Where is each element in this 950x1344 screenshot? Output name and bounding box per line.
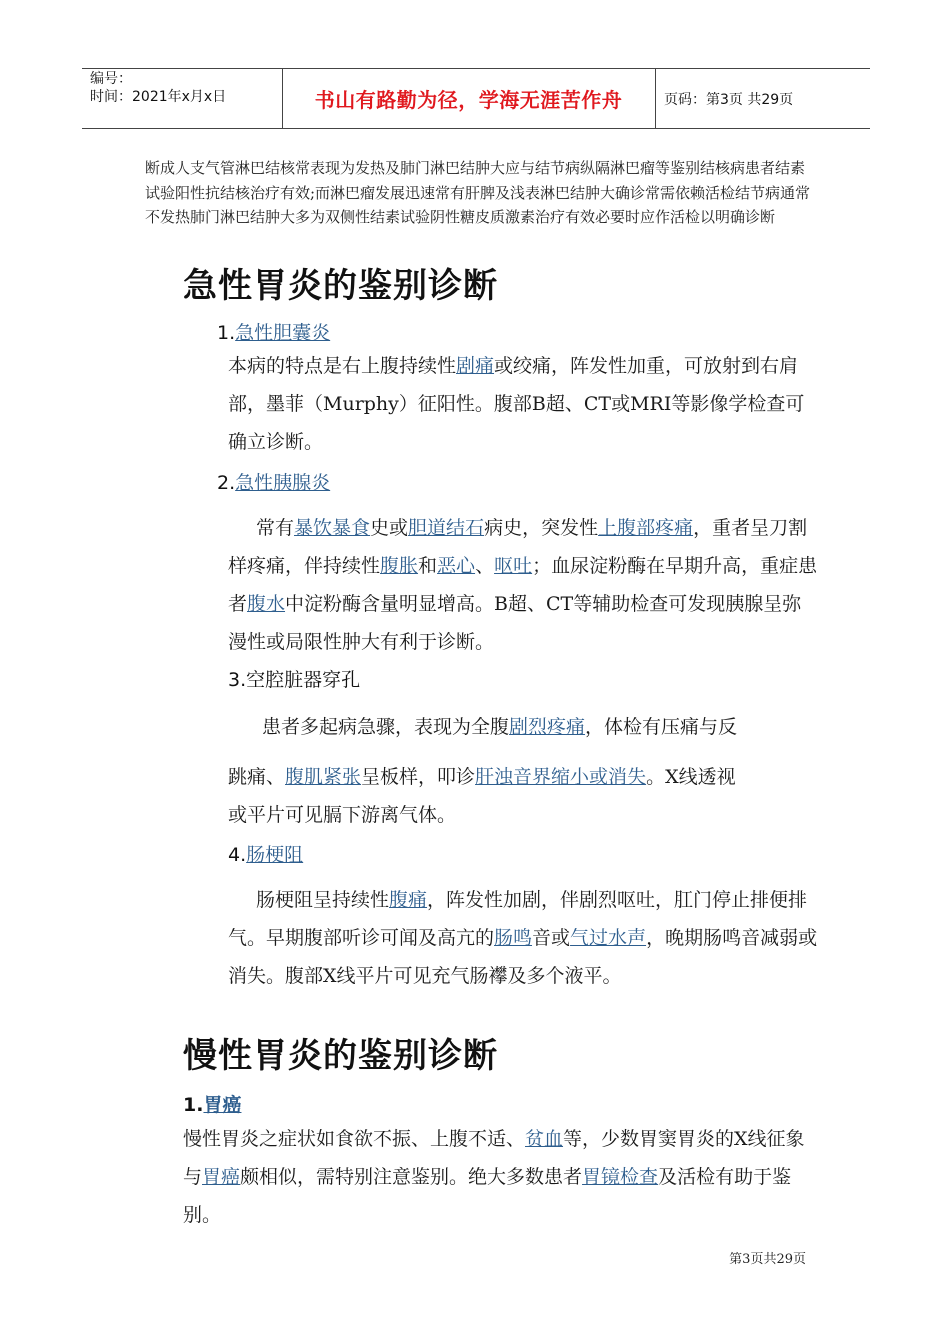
section-title-acute: 急性胃炎的鉴别诊断 xyxy=(183,266,498,306)
intro-paragraph: 断成人支气管淋巴结核常表现为发热及肺门淋巴结肿大应与结节病纵隔淋巴瘤等鉴别结核病患者结素试验阳性抗结核治疗有效;而淋巴瘤发展迅速常有肝脾及浅表淋巴结肿大确诊常需依赖活检结节病通常不发热肺门淋巴结肿大多为双侧性结素试验阴性糖皮质激素治疗有效必要时应作活检以明确诊断 xyxy=(145,159,811,226)
subsection-number: 2. xyxy=(217,472,236,494)
section-title-chronic: 慢性胃炎的鉴别诊断 xyxy=(183,1036,498,1076)
header-number: 编号： xyxy=(90,71,132,87)
subsection-heading-1 xyxy=(217,318,330,345)
link-nausea[interactable]: 恶心 xyxy=(437,555,476,577)
link-severe-pain-diffuse[interactable]: 剧烈疼痛 xyxy=(509,716,586,738)
link-gastric-cancer[interactable]: 胃癌 xyxy=(203,1094,242,1116)
link-bloating[interactable]: 腹胀 xyxy=(380,555,419,577)
paragraph-perforation: 患者多起病急骤，表现为全腹剧烈疼痛，体检有压痛与反 跳痛、腹肌紧张呈板样，叩诊肝浊音界缩小或消失。X线透视 或平片可见膈下游离气体。 xyxy=(228,716,738,826)
link-gallstones[interactable]: 胆道结石 xyxy=(408,517,485,539)
subsection-heading-3: 3.空腔脏器穿孔 xyxy=(228,669,361,691)
paragraph-gastric-cancer: 慢性胃炎之症状如食欲不振、上腹不适、贫血等，少数胃窦胃炎的X线征象与胃癌颇相似，需特别注意鉴别。绝大多数患者胃镜检查及活检有助于鉴别。 xyxy=(183,1128,805,1226)
paragraph-pancreatitis: 常有暴饮暴食史或胆道结石病史，突发性上腹部疼痛，重者呈刀割样疼痛，伴持续性腹胀和恶心、呕吐；血尿淀粉酶在早期升高，重症患者腹水中淀粉酶含量明显增高。B超、CT等辅助检查可发现胰腺呈弥漫性或局限性肿大有利于诊断。 xyxy=(228,517,818,653)
link-upper-abdominal-pain[interactable]: 上腹部疼痛 xyxy=(598,517,694,539)
subsection-heading-4 xyxy=(228,840,303,867)
link-gastric-cancer-inline[interactable]: 胃癌 xyxy=(202,1166,241,1188)
link-gurgling[interactable]: 气过水声 xyxy=(570,927,647,949)
link-intestinal-obstruction[interactable]: 肠梗阻 xyxy=(246,844,304,866)
link-anemia[interactable]: 贫血 xyxy=(525,1128,564,1150)
link-gastroscopy[interactable]: 胃镜检查 xyxy=(582,1166,659,1188)
header-bottom-border xyxy=(82,128,870,129)
subsection-heading-2 xyxy=(217,468,330,495)
paragraph-cholecystitis: 本病的特点是右上腹持续性剧痛或绞痛，阵发性加重，可放射到右肩部，墨菲（Murphy）征阳性。腹部B超、CT或MRI等影像学检查可确立诊断。 xyxy=(228,355,805,453)
link-liver-dullness[interactable]: 肝浊音界缩小或消失 xyxy=(475,766,647,788)
subsection-heading-chronic-1 xyxy=(183,1090,241,1117)
header-page-number: 页码：第3页 共29页 xyxy=(664,92,794,108)
paragraph-obstruction: 肠梗阻呈持续性腹痛，阵发性加剧，伴剧烈呕吐，肛门停止排便排气。早期腹部听诊可闻及高亢的肠鸣音或气过水声，晚期肠鸣音减弱或消失。腹部X线平片可见充气肠襻及多个液平。 xyxy=(228,889,818,987)
page-footer: 第3页共29页 xyxy=(729,1252,806,1267)
subsection-number: 4. xyxy=(228,844,247,866)
link-abdominal-pain[interactable]: 腹痛 xyxy=(389,889,428,911)
subsection-number: 1. xyxy=(183,1094,204,1116)
link-vomiting[interactable]: 呕吐 xyxy=(494,555,533,577)
header-divider xyxy=(655,68,656,129)
header-motto: 书山有路勤为径，学海无涯苦作舟 xyxy=(314,88,623,112)
link-acute-cholecystitis[interactable]: 急性胆囊炎 xyxy=(235,322,331,344)
link-ascites[interactable]: 腹水 xyxy=(247,593,286,615)
subsection-number: 1. xyxy=(217,322,236,344)
link-severe-pain[interactable]: 剧痛 xyxy=(456,355,495,377)
header-meta xyxy=(90,70,226,106)
link-acute-pancreatitis[interactable]: 急性胰腺炎 xyxy=(235,472,331,494)
link-bowel-sounds[interactable]: 肠鸣 xyxy=(494,927,533,949)
link-muscle-rigidity[interactable]: 腹肌紧张 xyxy=(285,766,362,788)
header-time: 时间：2021年x月x日 xyxy=(90,89,227,105)
link-overeating[interactable]: 暴饮暴食 xyxy=(294,517,371,539)
header-top-border xyxy=(82,68,870,69)
